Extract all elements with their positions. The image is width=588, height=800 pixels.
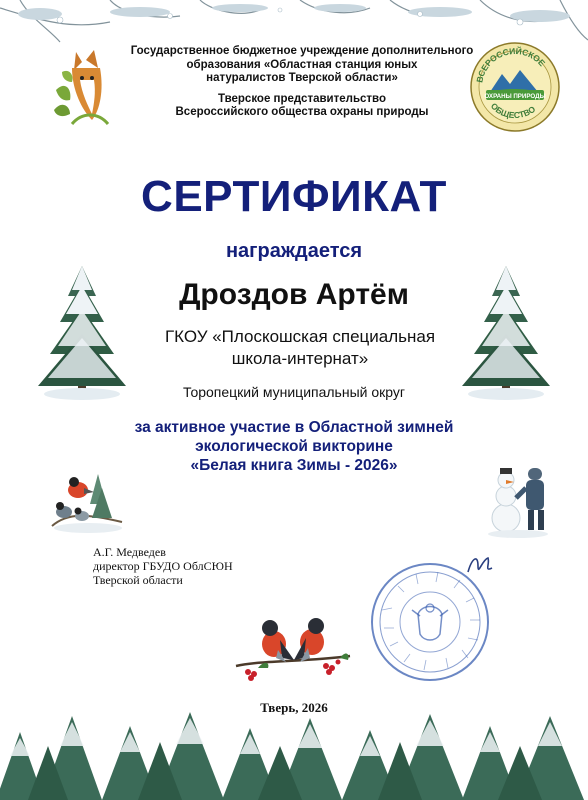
city-and-year: Тверь, 2026 bbox=[260, 700, 328, 715]
branch-line-2: Всероссийского общества охраны природы bbox=[175, 106, 429, 118]
reason-line-2: экологической викторине bbox=[195, 438, 393, 455]
nature-society-logo bbox=[468, 40, 562, 134]
signer-position-1: директор ГБУДО ОблСЮН bbox=[93, 559, 233, 573]
award-reason bbox=[90, 418, 498, 475]
org-line-2: образования «Областная станция юных bbox=[186, 58, 418, 71]
branch-line-1: Тверское представительство bbox=[218, 92, 386, 105]
org-line-3: натуралистов Тверской области» bbox=[206, 72, 398, 84]
bullfinches-on-rowan-branch bbox=[234, 610, 352, 684]
district-name: Торопецкий муниципальный округ bbox=[182, 384, 405, 400]
signer-position-2: Тверской области bbox=[93, 573, 183, 587]
recipient-name: Дроздов Артём bbox=[179, 278, 409, 311]
snowy-fir-tree-right bbox=[460, 262, 552, 402]
certificate-title: СЕРТИФИКАТ bbox=[141, 172, 447, 221]
official-stamp bbox=[368, 550, 506, 688]
reason-line-1: за активное участие в Областной зимней bbox=[134, 419, 454, 436]
signer-name: А.Г. Медведев bbox=[93, 545, 166, 559]
birds-on-branch-decoration bbox=[48, 464, 126, 534]
fox-logo-icon bbox=[52, 50, 120, 126]
organization-header bbox=[112, 45, 492, 120]
signer-block bbox=[93, 545, 313, 587]
svg-text:ОХРАНЫ ПРИРОДЫ: ОХРАНЫ ПРИРОДЫ bbox=[484, 93, 546, 100]
reason-line-3: «Белая книга Зимы - 2026» bbox=[190, 457, 398, 474]
child-with-snowman-decoration bbox=[488, 458, 550, 538]
snowy-forest-footer bbox=[0, 712, 588, 800]
snowy-fir-tree-left bbox=[36, 262, 128, 402]
svg-text:ВСЕРОССИЙСКОЕ: ВСЕРОССИЙСКОЕ bbox=[474, 45, 548, 84]
school-name: ГКОУ «Плоскошская специальная школа-интернат» bbox=[164, 327, 436, 368]
org-line-1: Государственное бюджетное учреждение дополнительного bbox=[130, 45, 474, 57]
awarded-label: награждается bbox=[225, 240, 363, 262]
svg-text:ОБЩЕСТВО: ОБЩЕСТВО bbox=[488, 100, 538, 121]
